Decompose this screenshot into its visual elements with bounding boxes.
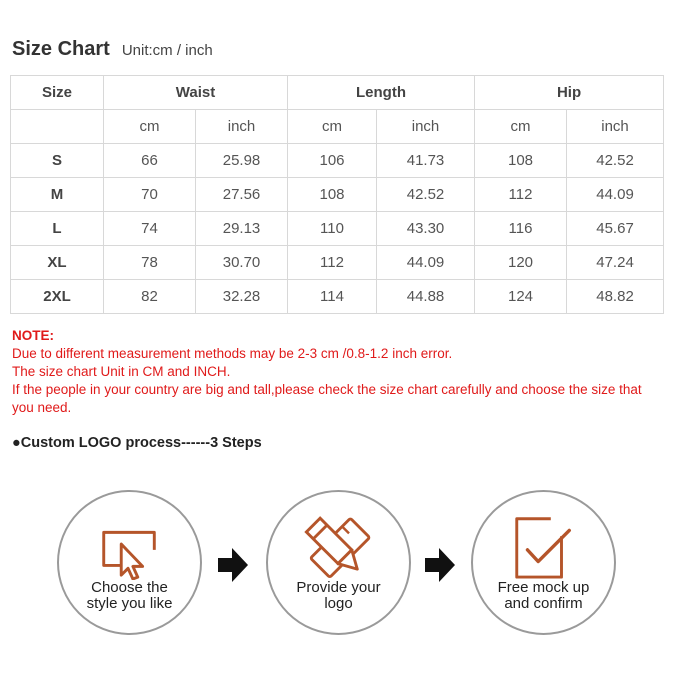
- arrow-right-icon: [425, 548, 455, 582]
- cursor-select-icon: [59, 510, 200, 580]
- size-column-header: Size: [11, 76, 104, 110]
- size-cell: L: [11, 212, 104, 246]
- note-block: [12, 327, 662, 417]
- value-cell: 108: [288, 178, 377, 212]
- value-cell: 45.67: [567, 212, 664, 246]
- table-row: [11, 178, 664, 212]
- value-cell: 42.52: [377, 178, 475, 212]
- value-cell: 112: [475, 178, 567, 212]
- value-cell: 106: [288, 144, 377, 178]
- value-cell: 47.24: [567, 246, 664, 280]
- page-title: Size Chart: [12, 38, 110, 60]
- table-row: [11, 212, 664, 246]
- value-cell: 110: [288, 212, 377, 246]
- hip-header: Hip: [475, 76, 664, 110]
- step-label: Choose the style you like: [86, 579, 173, 612]
- unit-cell: cm: [104, 110, 196, 144]
- table-header-row: [11, 76, 664, 110]
- size-cell: XL: [11, 246, 104, 280]
- value-cell: 44.09: [567, 178, 664, 212]
- value-cell: 29.13: [196, 212, 288, 246]
- empty-cell: [11, 110, 104, 144]
- arrow-right-icon: [218, 548, 248, 582]
- value-cell: 48.82: [567, 280, 664, 314]
- unit-cell: inch: [196, 110, 288, 144]
- value-cell: 82: [104, 280, 196, 314]
- value-cell: 41.73: [377, 144, 475, 178]
- value-cell: 70: [104, 178, 196, 212]
- value-cell: 116: [475, 212, 567, 246]
- checkmark-icon: [473, 510, 614, 580]
- size-table: [10, 75, 664, 314]
- value-cell: 44.09: [377, 246, 475, 280]
- unit-cell: inch: [377, 110, 475, 144]
- value-cell: 66: [104, 144, 196, 178]
- value-cell: 120: [475, 246, 567, 280]
- value-cell: 44.88: [377, 280, 475, 314]
- value-cell: 30.70: [196, 246, 288, 280]
- value-cell: 124: [475, 280, 567, 314]
- table-unit-row: [11, 110, 664, 144]
- size-cell: 2XL: [11, 280, 104, 314]
- value-cell: 112: [288, 246, 377, 280]
- step-label: Free mock up and confirm: [497, 579, 590, 612]
- step-label: Provide your logo: [296, 579, 381, 612]
- unit-cell: cm: [288, 110, 377, 144]
- note-line: If the people in your country are big and tall,please check the size chart carefully and choose the size that you need.: [12, 382, 642, 415]
- value-cell: 25.98: [196, 144, 288, 178]
- logo-process-heading: ●Custom LOGO process------3 Steps: [12, 435, 262, 451]
- step-choose-style: [57, 490, 202, 635]
- size-chart-header: [12, 38, 213, 61]
- step-mock-up-confirm: [471, 490, 616, 635]
- note-line: The size chart Unit in CM and INCH.: [12, 364, 231, 379]
- value-cell: 114: [288, 280, 377, 314]
- unit-cell: inch: [567, 110, 664, 144]
- waist-header: Waist: [104, 76, 288, 110]
- pencil-ruler-icon: [268, 510, 409, 580]
- value-cell: 43.30: [377, 212, 475, 246]
- value-cell: 74: [104, 212, 196, 246]
- size-cell: S: [11, 144, 104, 178]
- unit-cell: cm: [475, 110, 567, 144]
- note-title: NOTE:: [12, 328, 54, 343]
- value-cell: 27.56: [196, 178, 288, 212]
- value-cell: 78: [104, 246, 196, 280]
- size-cell: M: [11, 178, 104, 212]
- table-row: [11, 144, 664, 178]
- value-cell: 42.52: [567, 144, 664, 178]
- value-cell: 32.28: [196, 280, 288, 314]
- note-line: Due to different measurement methods may be 2-3 cm /0.8-1.2 inch error.: [12, 346, 453, 361]
- length-header: Length: [288, 76, 475, 110]
- step-provide-logo: [266, 490, 411, 635]
- table-row: [11, 246, 664, 280]
- value-cell: 108: [475, 144, 567, 178]
- table-row: [11, 280, 664, 314]
- unit-label: Unit:cm / inch: [121, 42, 213, 59]
